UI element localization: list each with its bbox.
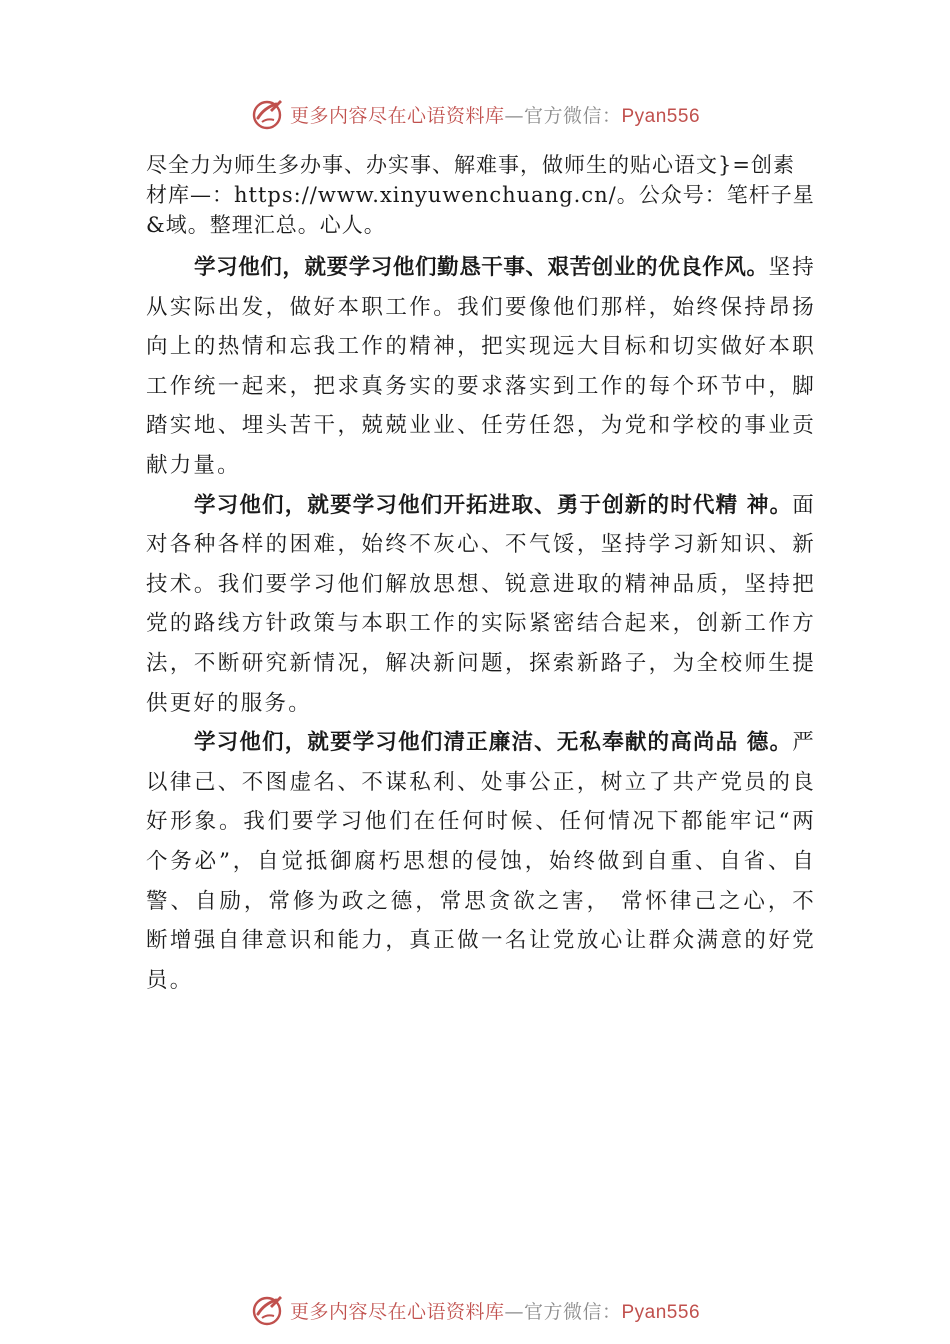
paragraph-body: 坚持从实际出发，做好本职工作。我们要像他们那样，始终保持昂扬向上的热情和忘我工作的精神，把实现远大目标和切实做好本职工作统一起来，把求真务实的要求落实到工作的每个环节中，脚踏实地、埋头苦干，兢兢业业、任劳任怨，为党和学校的事业贡献力量。 (146, 255, 817, 478)
footer-separator: — (504, 1300, 524, 1323)
header-banner-text (290, 101, 700, 128)
header-separator: — (504, 104, 524, 127)
paragraph-lead: 学习他们，就要学习他们开拓进取、勇于创新的时代精 神。 (194, 492, 793, 518)
paragraph-lead: 学习他们，就要学习他们清正廉洁、无私奉献的高尚品 德。 (194, 730, 793, 756)
paragraph-body: 面对各种各样的困难，始终不灰心、不气馁，坚持学习新知识、新技术。我们要学习他们解放思想、锐意进取的精神品质，坚持把党的路线方针政策与本职工作的实际紧密结合起来，创新工作方法，不断研究新情况，解决新问题，探索新路子，为全校师生提供更好的服务。 (146, 492, 816, 716)
pen-circle-logo-icon (250, 1292, 286, 1328)
header-site-name: 更多内容尽在心语资料库 (289, 104, 505, 127)
footer-wechat-label: 官方微信： (523, 1300, 622, 1323)
paragraph-integrity (146, 723, 816, 1000)
footer-site-name: 更多内容尽在心语资料库 (289, 1300, 505, 1323)
page-header-banner (0, 94, 950, 134)
document-body (146, 150, 816, 1000)
page-footer-banner (0, 1290, 950, 1330)
footer-banner-text (290, 1297, 700, 1324)
footer-wechat-id: Pyan556 (621, 1301, 701, 1323)
header-wechat-id: Pyan556 (621, 105, 701, 127)
paragraph-body: 严以律己、不图虚名、不谋私利、处事公正，树立了共产党员的良好形象。我们要学习他们在任何时候、任何情况下都能牢记“两个务必”，自觉抵御腐朽思想的侵蚀，始终做到自重、自省、自警、自励，常修为政之德，常思贪欲之害， 常怀律己之心，不断增强自律意识和能力，真正做一名让党放心让群众满意的好党员。 (146, 730, 816, 993)
header-wechat-label: 官方微信： (523, 104, 622, 127)
paragraph-innovation (146, 486, 816, 724)
pen-circle-logo-icon (250, 96, 286, 132)
paragraph-lead: 学习他们，就要学习他们勤恳干事、艰苦创业的优良作风。 (194, 255, 769, 280)
intro-text: 尽全力为师生多办事、办实事、解难事，做师生的贴心语文}=创素材库—：https://www.xinyuwenchuang.cn/。公众号：笔杆子星&域。整理汇总。心人。 (146, 153, 815, 237)
paragraph-work-style (146, 248, 816, 486)
